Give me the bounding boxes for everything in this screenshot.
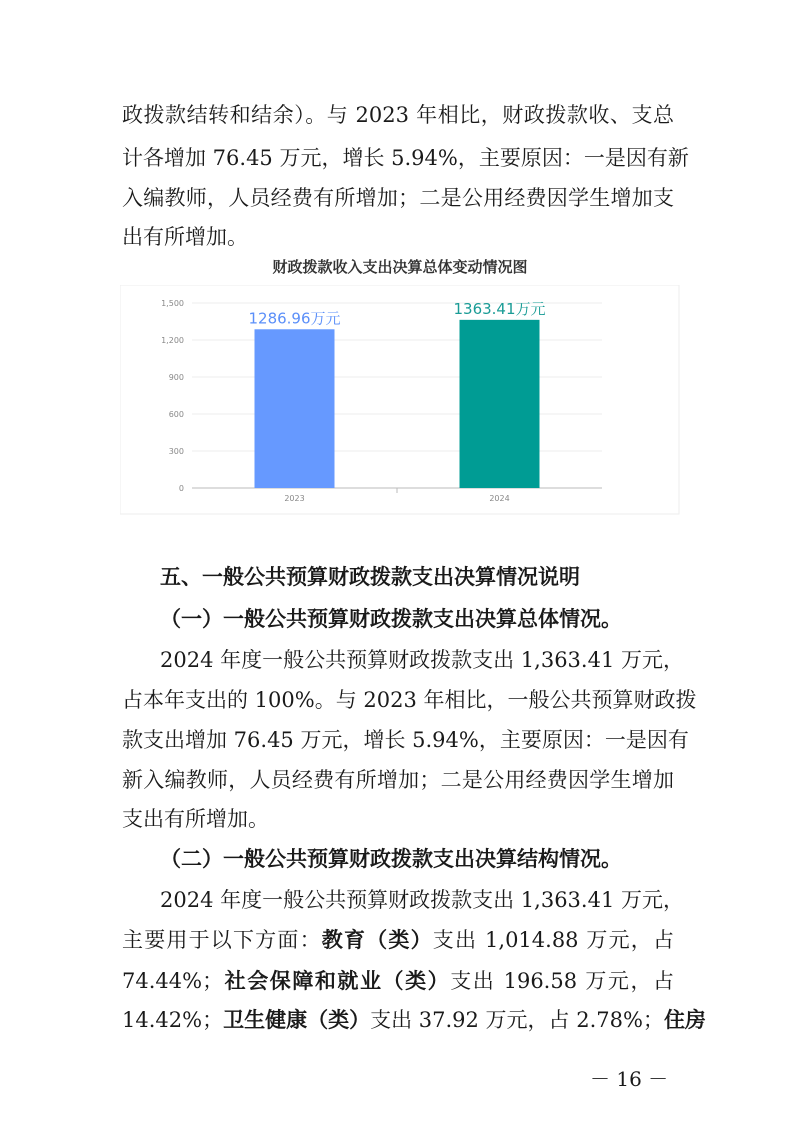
text-run: 14.42%； bbox=[122, 1008, 224, 1032]
y-tick-label: 900 bbox=[168, 373, 184, 382]
x-tick-label: 2024 bbox=[489, 494, 510, 503]
paragraph-line: 政拨款结转和结余）。与 2023 年相比，财政拨款收、支总 bbox=[122, 103, 674, 127]
category-name: 卫生健康（类） bbox=[223, 1008, 371, 1032]
chart-title: 财政拨款收入支出决算总体变动情况图 bbox=[272, 258, 528, 276]
text-run: 主要用于以下方面： bbox=[122, 928, 322, 952]
text-run: 支出 37.92 万元，占 2.78%； bbox=[370, 1008, 664, 1032]
subsection-heading: （二）一般公共预算财政拨款支出决算结构情况。 bbox=[160, 847, 622, 871]
paragraph-line bbox=[122, 925, 674, 955]
data-label: 1363.41万元 bbox=[453, 299, 546, 318]
paragraph-line: 2024 年度一般公共预算财政拨款支出 1,363.41 万元， bbox=[160, 888, 684, 912]
y-tick-label: 600 bbox=[168, 410, 184, 419]
y-tick-label: 1,500 bbox=[161, 299, 184, 308]
x-tick-label: 2023 bbox=[284, 494, 305, 503]
paragraph-line: 出有所增加。 bbox=[122, 225, 248, 249]
paragraph-line: 入编教师，人员经费有所增加；二是公用经费因学生增加支 bbox=[122, 186, 674, 210]
chart-frame bbox=[120, 285, 679, 514]
y-tick-label: 300 bbox=[168, 447, 184, 456]
page-number: － 16 － bbox=[590, 1067, 669, 1091]
paragraph-line: 计各增加 76.45 万元，增长 5.94%，主要原因：一是因有新 bbox=[122, 146, 689, 170]
subsection-heading: （一）一般公共预算财政拨款支出决算总体情况。 bbox=[160, 607, 622, 631]
category-name: 社会保障和就业（类） bbox=[223, 969, 451, 993]
paragraph-line: 占本年支出的 100%。与 2023 年相比，一般公共预算财政拨 bbox=[122, 688, 697, 712]
category-name: 住房 bbox=[663, 1008, 706, 1032]
category-name: 教育（类） bbox=[321, 928, 433, 952]
text-run: 支出 1,014.88 万元，占 bbox=[432, 928, 675, 952]
bar-2023 bbox=[255, 329, 335, 488]
text-run: 74.44%； bbox=[122, 969, 224, 993]
paragraph-line bbox=[122, 1005, 706, 1035]
section-heading: 五、一般公共预算财政拨款支出决算情况说明 bbox=[160, 565, 580, 589]
y-tick-label: 1,200 bbox=[161, 336, 184, 345]
paragraph-line: 款支出增加 76.45 万元，增长 5.94%，主要原因：一是因有 bbox=[122, 728, 689, 752]
bar-chart bbox=[120, 285, 680, 515]
bar-2024 bbox=[460, 320, 540, 488]
y-tick-label: 0 bbox=[178, 484, 184, 493]
data-label: 1286.96万元 bbox=[248, 309, 341, 328]
paragraph-line: 2024 年度一般公共预算财政拨款支出 1,363.41 万元， bbox=[160, 648, 684, 672]
paragraph-line bbox=[122, 966, 674, 996]
text-run: 支出 196.58 万元，占 bbox=[450, 969, 674, 993]
paragraph-line: 支出有所增加。 bbox=[122, 807, 269, 831]
paragraph-line: 新入编教师，人员经费有所增加；二是公用经费因学生增加 bbox=[122, 768, 674, 792]
